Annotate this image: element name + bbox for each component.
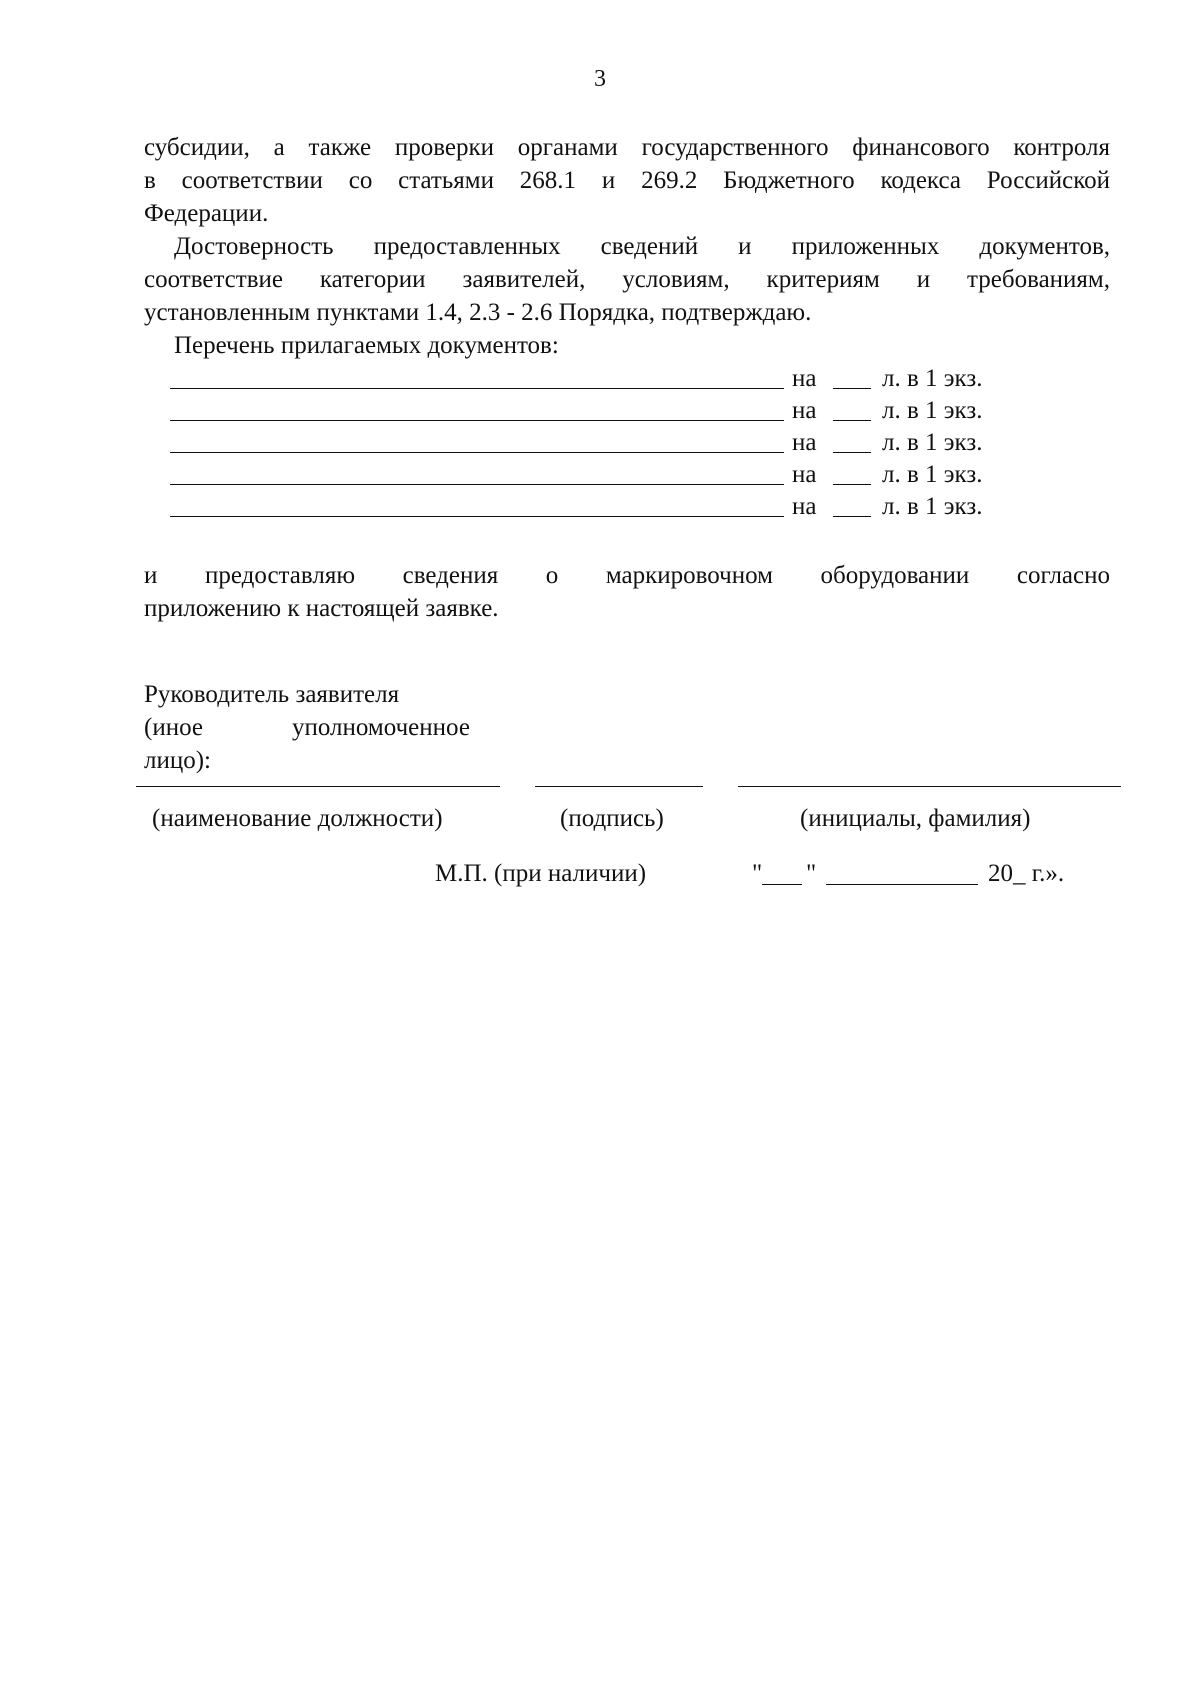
document-na-label: на: [792, 365, 817, 392]
document-row-4: [170, 460, 1000, 492]
date-quote-open: ": [752, 860, 763, 887]
document-name-blank: [170, 420, 784, 421]
signatory-alt-b: уполномоченное: [292, 714, 470, 741]
document-row-2: [170, 396, 1000, 428]
intro-line-1: субсидии, а также проверки органами государственного финансового контроля: [144, 134, 1110, 161]
position-signature-line: [136, 786, 500, 787]
document-name-blank: [170, 516, 784, 517]
signatory-person: лицо):: [144, 747, 212, 774]
signatory-alt-a: (иное: [144, 714, 203, 741]
document-copies-label: л. в 1 экз.: [882, 365, 983, 392]
date-year: 20_ г.».: [988, 860, 1065, 887]
initials-signature-line: [738, 786, 1121, 787]
sheet-count-blank: [833, 420, 871, 421]
signature-caption: (подпись): [560, 805, 664, 832]
document-name-blank: [170, 484, 784, 485]
document-name-blank: [170, 452, 784, 453]
document-na-label: на: [792, 461, 817, 488]
sheet-count-blank: [833, 484, 871, 485]
signatory-title: Руководитель заявителя: [144, 681, 400, 708]
intro-line-3: Федерации.: [144, 200, 269, 227]
date-quote-close: ": [806, 860, 817, 887]
sheet-count-blank: [833, 452, 871, 453]
document-copies-label: л. в 1 экз.: [882, 493, 983, 520]
document-row-5: [170, 492, 1000, 524]
position-caption: (наименование должности): [152, 805, 443, 832]
document-copies-label: л. в 1 экз.: [882, 397, 983, 424]
initials-caption: (инициалы, фамилия): [800, 805, 1031, 832]
confirmation-line-2: соответствие категории заявителей, условиям, критериям и требованиям,: [144, 266, 1110, 293]
document-row-3: [170, 428, 1000, 460]
document-name-blank: [170, 388, 784, 389]
document-copies-label: л. в 1 экз.: [882, 429, 983, 456]
date-day-blank: [762, 884, 802, 885]
stamp-label: М.П. (при наличии): [435, 860, 647, 887]
signature-line: [535, 786, 703, 787]
marking-line-2: приложению к настоящей заявке.: [144, 595, 499, 622]
page-number: 3: [594, 66, 606, 92]
document-na-label: на: [792, 493, 817, 520]
document-na-label: на: [792, 397, 817, 424]
documents-heading: Перечень прилагаемых документов:: [174, 332, 559, 359]
document-row-1: [170, 364, 1000, 396]
document-copies-label: л. в 1 экз.: [882, 461, 983, 488]
sheet-count-blank: [833, 388, 871, 389]
confirmation-line-3: установленным пунктами 1.4, 2.3 - 2.6 Порядка, подтверждаю.: [144, 299, 812, 326]
intro-line-2: в соответствии со статьями 268.1 и 269.2 Бюджетного кодекса Российской: [144, 167, 1110, 194]
date-month-blank: [826, 884, 978, 885]
marking-line-1: и предоставляю сведения о маркировочном оборудовании согласно: [144, 562, 1110, 589]
sheet-count-blank: [833, 516, 871, 517]
confirmation-line-1: Достоверность предоставленных сведений и приложенных документов,: [174, 233, 1110, 260]
document-na-label: на: [792, 429, 817, 456]
